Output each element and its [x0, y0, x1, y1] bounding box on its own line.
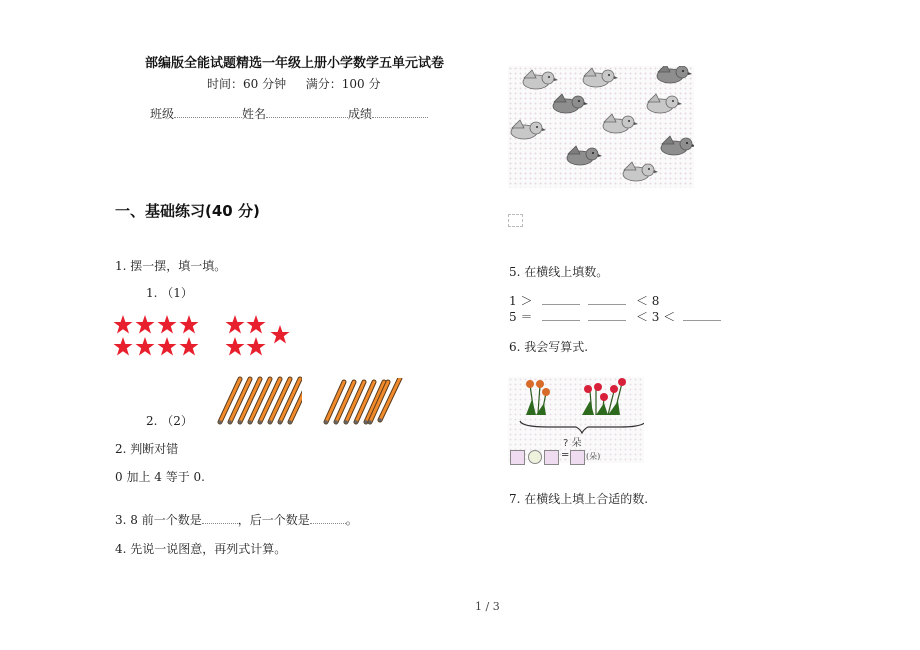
- line-2-op: ＜ 3 ＜: [635, 310, 676, 324]
- score-field[interactable]: [372, 105, 428, 118]
- exam-meta: [207, 75, 380, 92]
- question-6: 6. 我会写算式.: [509, 340, 589, 354]
- sticks-group-a: [202, 376, 302, 426]
- page-indicator: 1 / 3: [475, 600, 500, 613]
- score-field-label: 成绩: [348, 107, 373, 121]
- stick-icon: [202, 376, 302, 426]
- name-label: 姓名: [242, 107, 267, 121]
- answer-blank-after[interactable]: [310, 511, 346, 524]
- line-1-left: 1 ＞: [509, 294, 533, 308]
- question-3-prefix: 3. 8 前一个数是: [115, 513, 202, 527]
- stars-group-b: [225, 314, 295, 360]
- time-label: 时间：60 分钟: [207, 77, 287, 91]
- star-icon: [113, 314, 203, 358]
- question-1-sub-2: 2. （2）: [146, 414, 193, 428]
- question-7: 7. 在横线上填上合适的数.: [509, 492, 649, 506]
- star-icon: [225, 314, 295, 360]
- answer-box-result[interactable]: [570, 450, 585, 465]
- question-5-line-1: [509, 292, 659, 309]
- question-5: 5. 在横线上填数。: [509, 265, 609, 279]
- question-mark-label: ? 朵: [563, 438, 582, 449]
- question-2-statement: 0 加上 4 等于 0.: [115, 470, 205, 484]
- operator-circle[interactable]: [528, 450, 542, 464]
- answer-box-1[interactable]: [510, 450, 525, 465]
- unit-label: (朵): [586, 452, 601, 461]
- section-heading: 一、基础练习(40 分): [115, 202, 260, 220]
- image-placeholder: [508, 214, 523, 227]
- question-3-middle: ，后一个数是: [237, 513, 310, 527]
- student-info-row: [150, 105, 428, 122]
- question-2: 2. 判断对错: [115, 442, 179, 456]
- exam-title: 部编版全能试题精选一年级上册小学数学五单元试卷: [145, 56, 445, 71]
- birds-image: [508, 66, 694, 188]
- answer-box-2[interactable]: [544, 450, 559, 465]
- sticks-group-b: [318, 378, 408, 426]
- line-2-blank-2[interactable]: [588, 308, 626, 321]
- bird-icon: [508, 66, 694, 188]
- question-1: 1. 摆一摆，填一填。: [115, 259, 227, 273]
- question-5-line-2: [509, 308, 721, 325]
- line-1-blank-1[interactable]: [542, 292, 580, 305]
- answer-blank-before[interactable]: [202, 511, 238, 524]
- line-2-blank-3[interactable]: [683, 308, 721, 321]
- question-3-suffix: 。: [345, 513, 358, 527]
- stars-group-a: [113, 314, 203, 358]
- question-1-sub-1: 1. （1）: [146, 286, 193, 300]
- question-4: 4. 先说一说图意，再列式计算。: [115, 542, 287, 556]
- line-1-blank-2[interactable]: [588, 292, 626, 305]
- equals-sign: =: [561, 450, 570, 461]
- question-3: [115, 511, 358, 528]
- class-field[interactable]: [174, 105, 242, 118]
- class-label: 班级: [150, 107, 175, 121]
- line-2-blank-1[interactable]: [542, 308, 580, 321]
- name-field[interactable]: [266, 105, 348, 118]
- line-1-op: ＜ 8: [635, 294, 660, 308]
- stick-icon: [318, 378, 408, 426]
- line-2-left: 5 ＝: [509, 310, 533, 324]
- score-label: 满分：100 分: [305, 77, 381, 91]
